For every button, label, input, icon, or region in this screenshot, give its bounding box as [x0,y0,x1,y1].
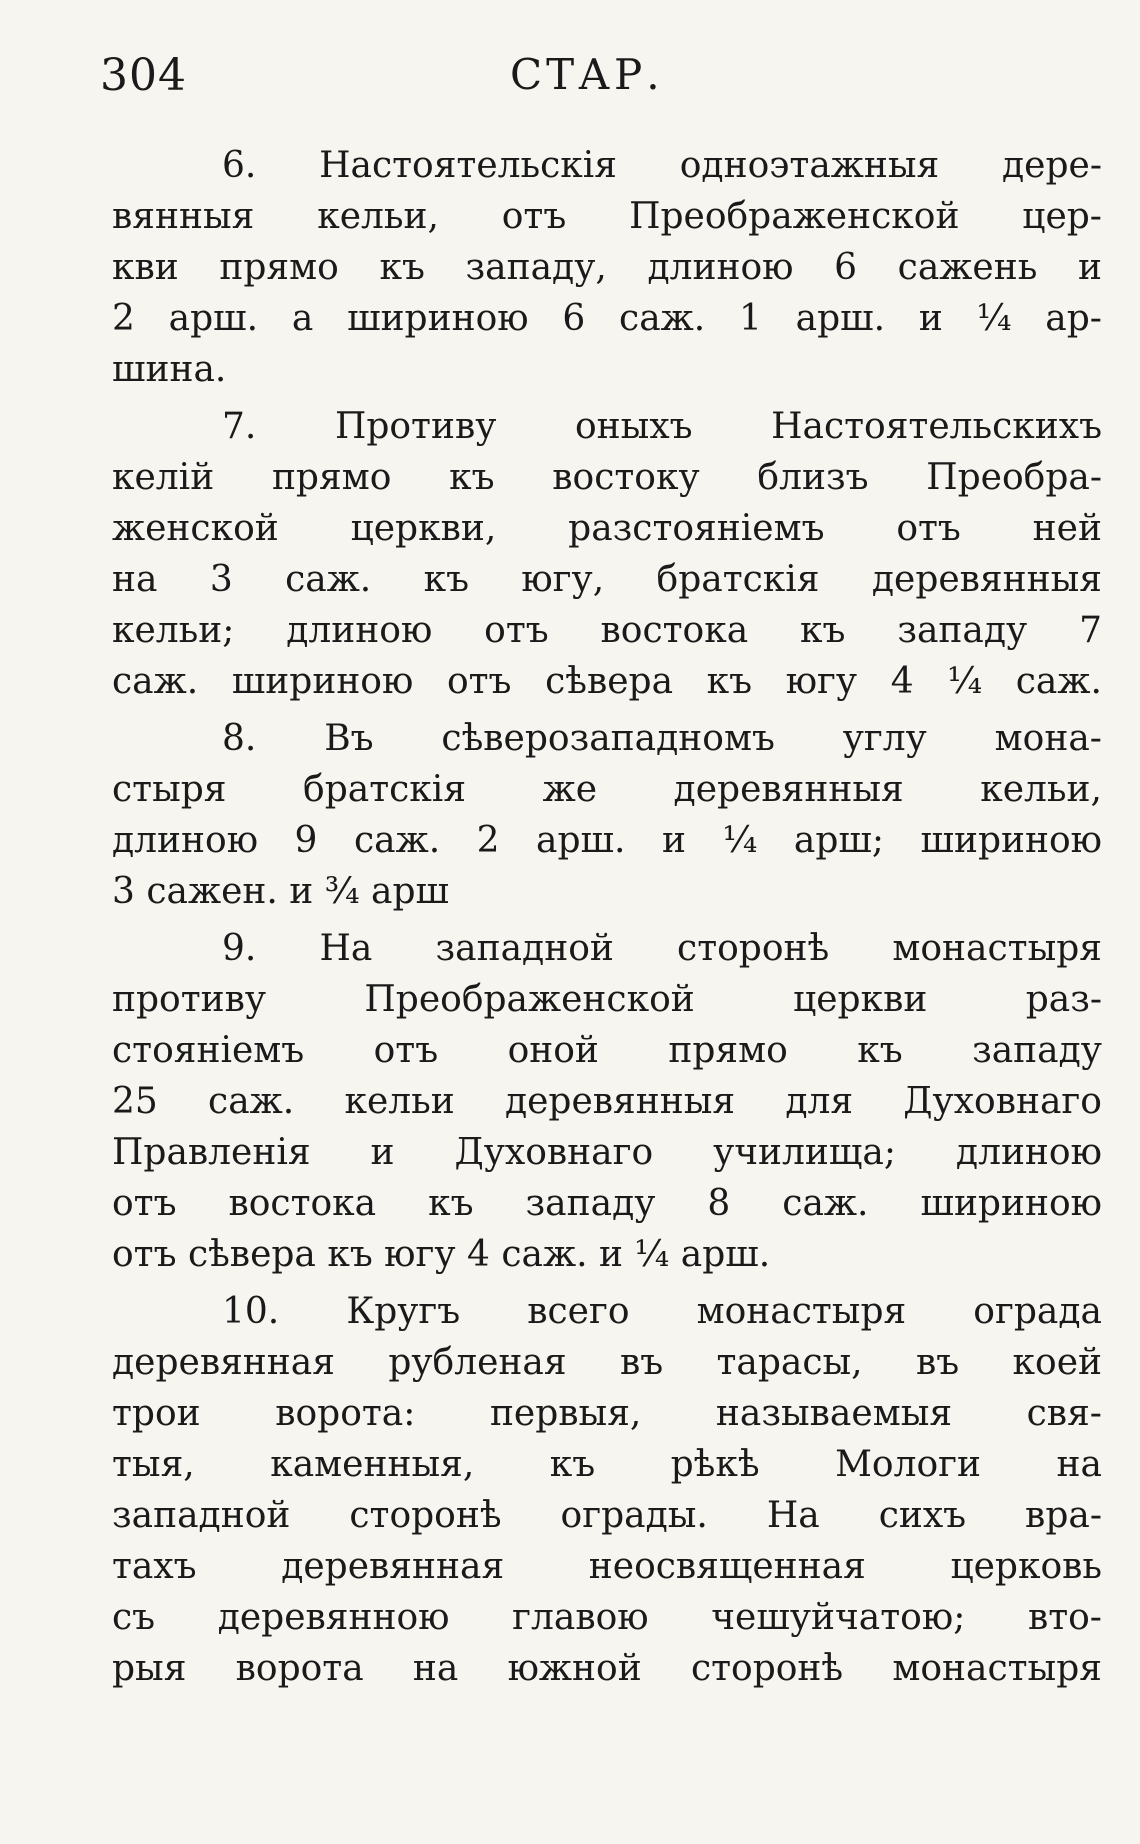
text-line: келій прямо къ востоку близъ Преобра- [112,457,1102,498]
text-line: тыя, каменныя, къ рѣкѣ Мологи на [112,1444,1102,1485]
text-line: 7. Противу оныхъ Настоятельскихъ [222,406,1102,447]
paragraph-10 [112,1286,1102,1694]
paragraph-8 [112,713,1102,917]
page-number: 304 [100,50,187,101]
text-line: тахъ деревянная неосвященная церковь [112,1546,1102,1587]
text-line: 8. Въ сѣверозападномъ углу мона- [222,718,1102,759]
text-line: отъ востока къ западу 8 саж. шириною [112,1183,1102,1224]
body-text [112,140,1102,1700]
text-line: съ деревянною главою чешуйчатою; вто- [112,1597,1102,1638]
text-line: 6. Настоятельскія одноэтажныя дере- [222,145,1102,186]
text-line: 10. Кругъ всего монастыря ограда [222,1291,1102,1332]
text-line: стыря братскія же деревянныя кельи, [112,769,1102,810]
text-line: трои ворота: первыя, называемыя свя- [112,1393,1102,1434]
text-line: вянныя кельи, отъ Преображенской цер- [112,196,1102,237]
paragraph-9 [112,923,1102,1280]
text-line: женской церкви, разстояніемъ отъ ней [112,508,1102,549]
text-line: западной сторонѣ ограды. На сихъ вра- [112,1495,1102,1536]
text-line: 3 сажен. и ¾ арш [112,871,450,912]
text-line: кельи; длиною отъ востока къ западу 7 [112,610,1102,651]
text-line: отъ сѣвера къ югу 4 саж. и ¼ арш. [112,1234,771,1275]
text-line: саж. шириною отъ сѣвера къ югу 4 ¼ саж. [112,661,1102,702]
text-line: кви прямо къ западу, длиною 6 сажень и [112,247,1102,288]
text-line: длиною 9 саж. 2 арш. и ¼ арш; шириною [112,820,1102,861]
text-line: 9. На западной сторонѣ монастыря [222,928,1102,969]
text-line: 2 арш. а шириною 6 саж. 1 арш. и ¼ ар- [112,298,1102,339]
text-line: шина. [112,349,227,390]
paragraph-7 [112,401,1102,707]
text-line: стояніемъ отъ оной прямо къ западу [112,1030,1102,1071]
running-head: СТАР. [510,50,664,99]
text-line: на 3 саж. къ югу, братскія деревянныя [112,559,1102,600]
text-line: рыя ворота на южной сторонѣ монастыря [112,1648,1102,1689]
paragraph-6 [112,140,1102,395]
text-line: деревянная рубленая въ тарасы, въ коей [112,1342,1102,1383]
text-line: противу Преображенской церкви раз- [112,979,1102,1020]
text-line: 25 саж. кельи деревянныя для Духовнаго [112,1081,1102,1122]
text-line: Правленія и Духовнаго училища; длиною [112,1132,1102,1173]
